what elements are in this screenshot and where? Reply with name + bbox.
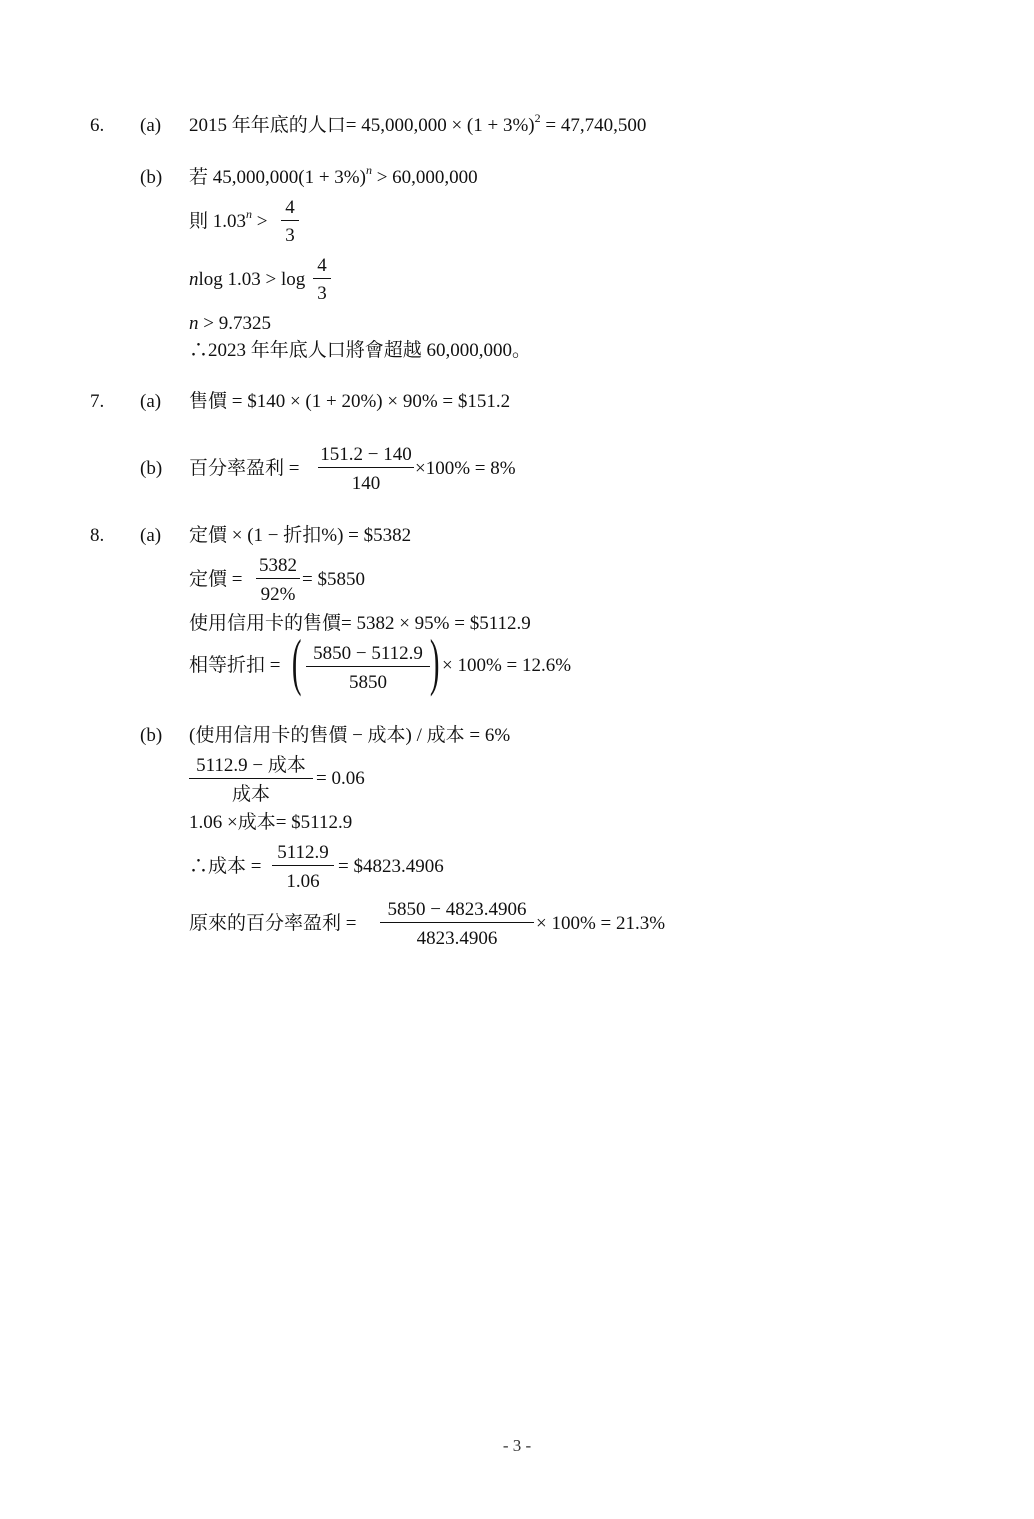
equation-line: 定價 × (1 − 折扣%) = $5382 bbox=[189, 525, 412, 546]
equation-line: 2015 年年底的人口= $45,000,000 \times (1 + 3\%)^2 = 47,740,500$ bbox=[189, 111, 647, 136]
equation-line: 相等折扣 = bbox=[189, 655, 281, 676]
equation-result: × 100% = 21.3% bbox=[536, 913, 666, 934]
question-number: 6. bbox=[90, 115, 105, 136]
fraction: 4 3 bbox=[313, 256, 331, 304]
equation-line: n > 9.7325 bbox=[189, 313, 271, 334]
equation-line: ∴成本 = bbox=[189, 856, 262, 877]
left-parenthesis: ( bbox=[291, 626, 302, 697]
equation-result: = $4823.4906 bbox=[338, 856, 444, 877]
right-parenthesis: ) bbox=[429, 626, 440, 697]
equation-result: = 0.06 bbox=[316, 768, 365, 789]
fraction: 5112.9 − 成本 成本 bbox=[189, 756, 313, 804]
equation-line: 售價 = $140 × (1 + 20%) × 90% = $151.2 bbox=[189, 391, 511, 412]
part-label: (a) bbox=[140, 391, 162, 412]
equation-line: 原來的百分率盈利 = bbox=[189, 913, 357, 934]
equation-result: × 100% = 12.6% bbox=[442, 655, 572, 676]
part-label: (a) bbox=[140, 115, 162, 136]
part-label: (b) bbox=[140, 458, 163, 479]
page-number: - 3 - bbox=[502, 1436, 532, 1455]
fraction: 5382 92% bbox=[256, 556, 300, 604]
part-label: (b) bbox=[140, 725, 163, 746]
equation-line: (使用信用卡的售價 − 成本) / 成本 = 6% bbox=[189, 725, 511, 746]
equation-line: 定價 = bbox=[189, 569, 243, 590]
equation-line: 百分率盈利 = bbox=[189, 458, 300, 479]
equation-line: 使用信用卡的售價= 5382 × 95% = $5112.9 bbox=[189, 613, 531, 634]
fraction: 5850 − 4823.4906 4823.4906 bbox=[380, 900, 534, 948]
fraction: 151.2 − 140 140 bbox=[318, 445, 414, 493]
part-label: (b) bbox=[140, 167, 163, 188]
equation-line: 則 $1.03^n$ > bbox=[189, 207, 268, 232]
fraction: 4 3 bbox=[281, 198, 299, 246]
question-number: 7. bbox=[90, 391, 105, 412]
question-number: 8. bbox=[90, 525, 105, 546]
fraction: 5112.9 1.06 bbox=[272, 843, 334, 891]
equation-line: 若 $45,000,000(1 + 3\%)^n > 60,000,000$ bbox=[189, 163, 478, 188]
equation-result: ×100% = 8% bbox=[415, 458, 516, 479]
equation-line: 1.06 ×成本= $5112.9 bbox=[189, 812, 353, 833]
part-label: (a) bbox=[140, 525, 162, 546]
equation-line: nlog 1.03 > log bbox=[189, 269, 306, 290]
equation-result: = $5850 bbox=[302, 569, 365, 590]
fraction: 5850 − 5112.9 5850 bbox=[306, 644, 430, 692]
conclusion-line: ∴2023 年年底人口將會超越 60,000,000。 bbox=[189, 340, 532, 361]
